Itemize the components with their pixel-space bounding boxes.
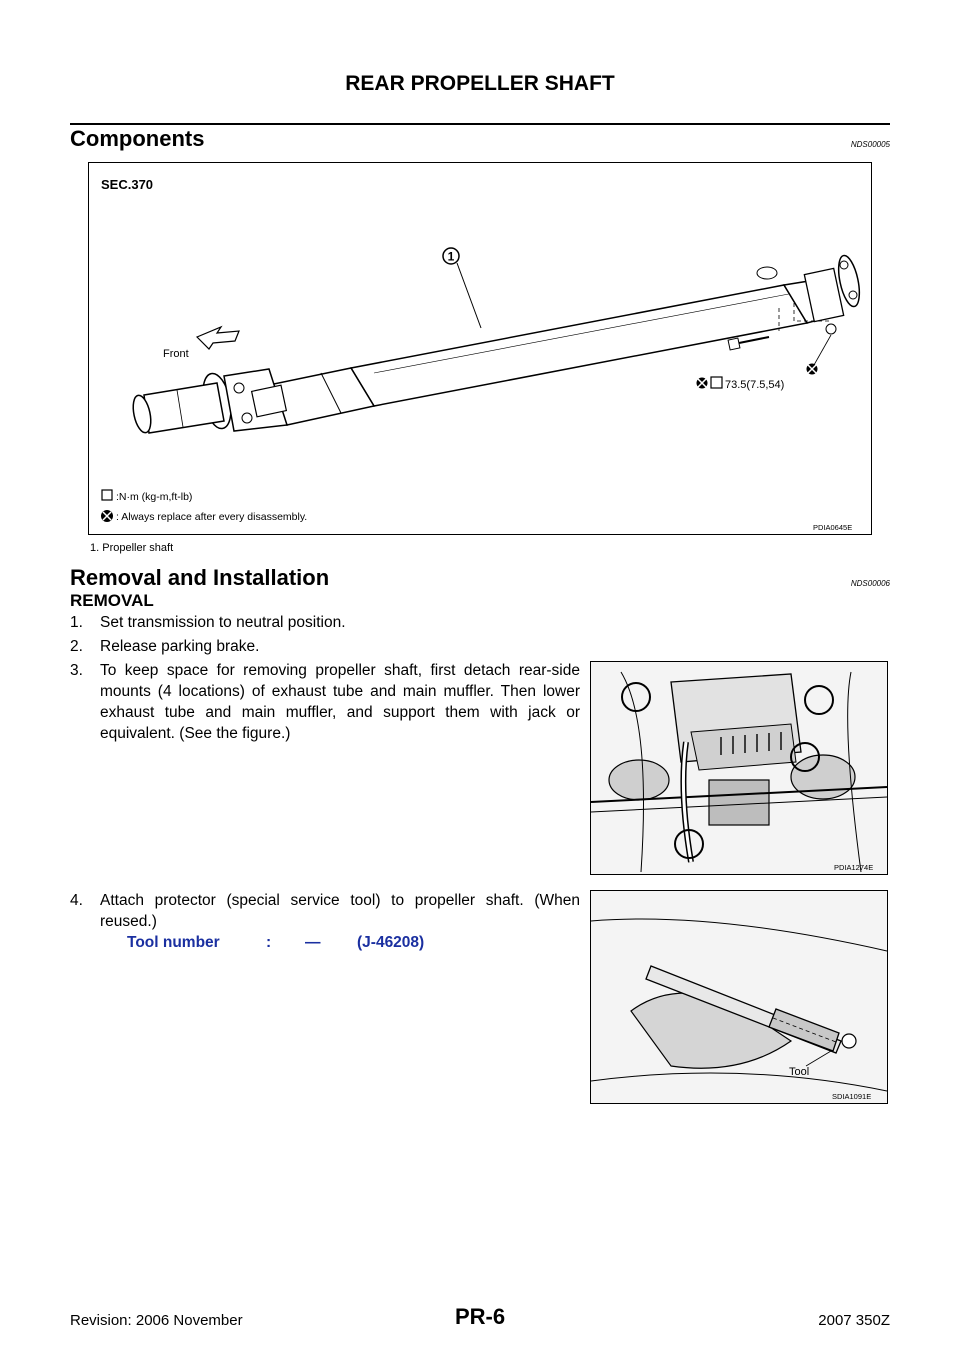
- legend-torque-units: :N·m (kg-m,ft-lb): [116, 491, 193, 503]
- front-label: Front: [163, 348, 189, 360]
- step-1: 1. Set transmission to neutral position.: [70, 614, 346, 631]
- header-rule: [70, 123, 890, 125]
- legend-replace: : Always replace after every disassembly.: [116, 511, 308, 523]
- section-heading-components: Components: [70, 126, 205, 151]
- figure-exhaust-mounts: [590, 661, 888, 875]
- tool-number-value: (J-46208): [357, 934, 425, 951]
- tool-label: Tool: [789, 1066, 810, 1078]
- footer-model: 2007 350Z: [818, 1312, 890, 1329]
- step-2: 2. Release parking brake.: [70, 638, 260, 655]
- mounts-figure-code: PDIA1274E: [834, 863, 874, 872]
- section-code-removal-installation: NDS00006: [850, 579, 890, 588]
- tool-number-dash: —: [305, 934, 321, 951]
- tool-figure-code: SDIA1091E: [832, 1092, 872, 1101]
- propeller-shaft-illustration: [89, 163, 871, 534]
- figure-caption: 1. Propeller shaft: [90, 542, 174, 554]
- footer-revision: Revision: 2006 November: [70, 1312, 243, 1329]
- subheading-removal: REMOVAL: [70, 591, 154, 610]
- footer-page-number: PR-6: [454, 1304, 506, 1329]
- exhaust-mounts-illustration: [591, 662, 887, 874]
- page-title: REAR PROPELLER SHAFT: [345, 72, 615, 95]
- figure-propeller-shaft: [88, 162, 872, 535]
- torque-spec: 73.5(7.5,54): [725, 379, 785, 391]
- tool-number-label: Tool number: [127, 934, 220, 951]
- callout-number: 1: [447, 249, 455, 264]
- section-code-components: NDS00005: [850, 140, 890, 149]
- section-number-label: SEC.370: [101, 177, 154, 192]
- step-4: 4. Attach protector (special service tool) to propeller shaft. (When reused.): [70, 892, 580, 930]
- section-heading-removal-installation: Removal and Installation: [70, 565, 330, 590]
- step-3: 3. To keep space for removing propeller shaft, first detach rear-side mounts (4 locations) of exhaust tube and main muffler. Then lower exhaust tube and main muffler, and support them with jack or equivalent. (See the figure.): [70, 662, 580, 742]
- figure-code: PDIA0645E: [813, 523, 853, 532]
- protector-tool-illustration: [591, 891, 887, 1103]
- tool-number-separator: :: [266, 934, 272, 951]
- figure-protector-tool: [590, 890, 888, 1104]
